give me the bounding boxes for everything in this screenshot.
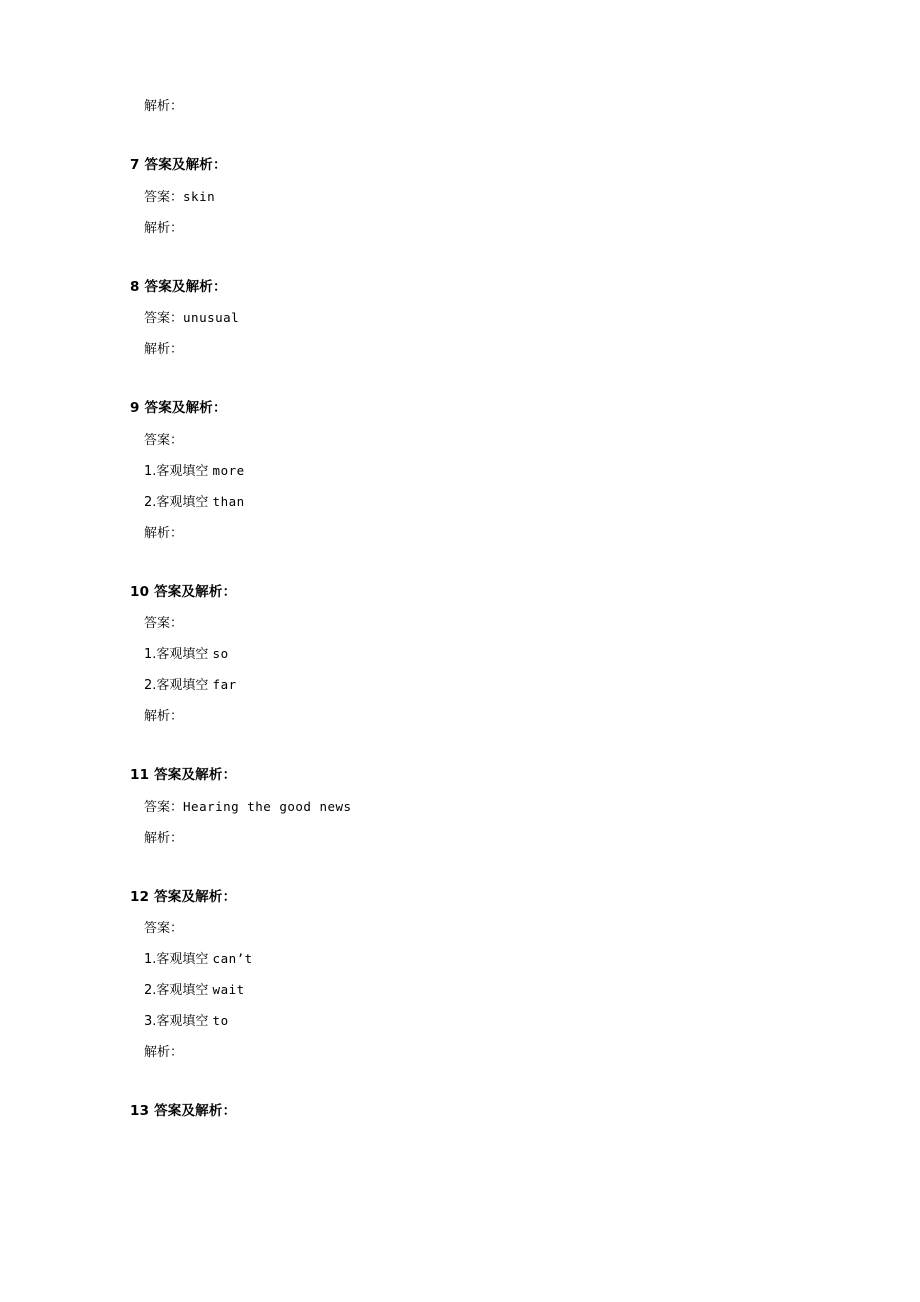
paragraph-spacer bbox=[130, 558, 790, 586]
answer-text-line bbox=[144, 493, 790, 510]
answer-value: can’t bbox=[212, 951, 253, 966]
answer-label: 答案： bbox=[144, 616, 184, 631]
answer-text-line bbox=[144, 832, 790, 845]
answer-label: 解析： bbox=[144, 525, 184, 541]
answer-key-body bbox=[130, 100, 790, 1119]
answer-text-line bbox=[144, 343, 790, 356]
answer-label: 3.客观填空 bbox=[144, 1014, 213, 1029]
answer-value: to bbox=[212, 1013, 229, 1028]
answer-text-line bbox=[144, 1046, 790, 1059]
answer-value: wait bbox=[212, 982, 245, 997]
document-content bbox=[130, 100, 790, 1119]
answer-text-line bbox=[144, 648, 790, 661]
answer-label: 解析： bbox=[144, 220, 184, 236]
answer-value: than bbox=[212, 493, 245, 509]
answer-label: 答案： bbox=[144, 921, 184, 936]
answer-text-line bbox=[144, 222, 790, 235]
answer-label: 答案： bbox=[144, 189, 184, 205]
answer-label: 答案： bbox=[144, 799, 184, 815]
answer-text-line bbox=[144, 710, 790, 723]
answer-label: 解析： bbox=[144, 830, 184, 846]
answer-value: more bbox=[212, 462, 245, 478]
answer-text-line bbox=[144, 100, 790, 113]
answer-label: 答案： bbox=[144, 432, 184, 448]
answer-text-line bbox=[144, 188, 790, 205]
answer-text-line bbox=[144, 984, 790, 997]
answer-section-heading: 10 答案及解析： bbox=[130, 583, 237, 600]
answer-text-line bbox=[144, 953, 790, 966]
answer-text-line bbox=[144, 679, 790, 692]
answer-label: 解析： bbox=[144, 1045, 184, 1060]
answer-label: 解析： bbox=[144, 342, 184, 357]
answer-text-line bbox=[144, 1015, 790, 1028]
answer-section-heading: 12 答案及解析： bbox=[130, 888, 237, 905]
answer-text-line bbox=[144, 527, 790, 540]
answer-value: so bbox=[212, 646, 229, 661]
paragraph-spacer bbox=[130, 253, 790, 281]
paragraph-spacer bbox=[130, 741, 790, 769]
answer-section-heading: 9 答案及解析： bbox=[130, 400, 227, 416]
answer-value: Hearing the good news bbox=[183, 798, 352, 814]
answer-section-heading: 13 答案及解析： bbox=[130, 1103, 237, 1119]
answer-section-heading: 7 答案及解析： bbox=[130, 157, 227, 173]
answer-text-line bbox=[144, 922, 790, 935]
answer-label: 2.客观填空 bbox=[144, 494, 213, 510]
answer-value: far bbox=[212, 677, 237, 692]
paragraph-spacer bbox=[130, 863, 790, 891]
answer-text-line bbox=[144, 434, 790, 447]
answer-label: 1.客观填空 bbox=[144, 647, 213, 662]
answer-label: 2.客观填空 bbox=[144, 983, 213, 998]
answer-text-line bbox=[144, 798, 790, 815]
paragraph-spacer bbox=[130, 131, 790, 159]
answer-section-heading: 11 答案及解析： bbox=[130, 767, 237, 783]
answer-value: skin bbox=[183, 188, 216, 204]
answer-label: 2.客观填空 bbox=[144, 678, 213, 693]
answer-label: 解析： bbox=[144, 99, 184, 114]
answer-section-heading: 8 答案及解析： bbox=[130, 278, 227, 295]
answer-label: 1.客观填空 bbox=[144, 952, 213, 967]
answer-text-line bbox=[144, 617, 790, 630]
paragraph-spacer bbox=[130, 374, 790, 402]
answer-text-line bbox=[144, 312, 790, 325]
answer-label: 答案： bbox=[144, 311, 184, 326]
answer-value: unusual bbox=[183, 310, 240, 325]
answer-text-line bbox=[144, 462, 790, 479]
answer-label: 1.客观填空 bbox=[144, 463, 213, 479]
answer-label: 解析： bbox=[144, 709, 184, 724]
paragraph-spacer bbox=[130, 1077, 790, 1105]
